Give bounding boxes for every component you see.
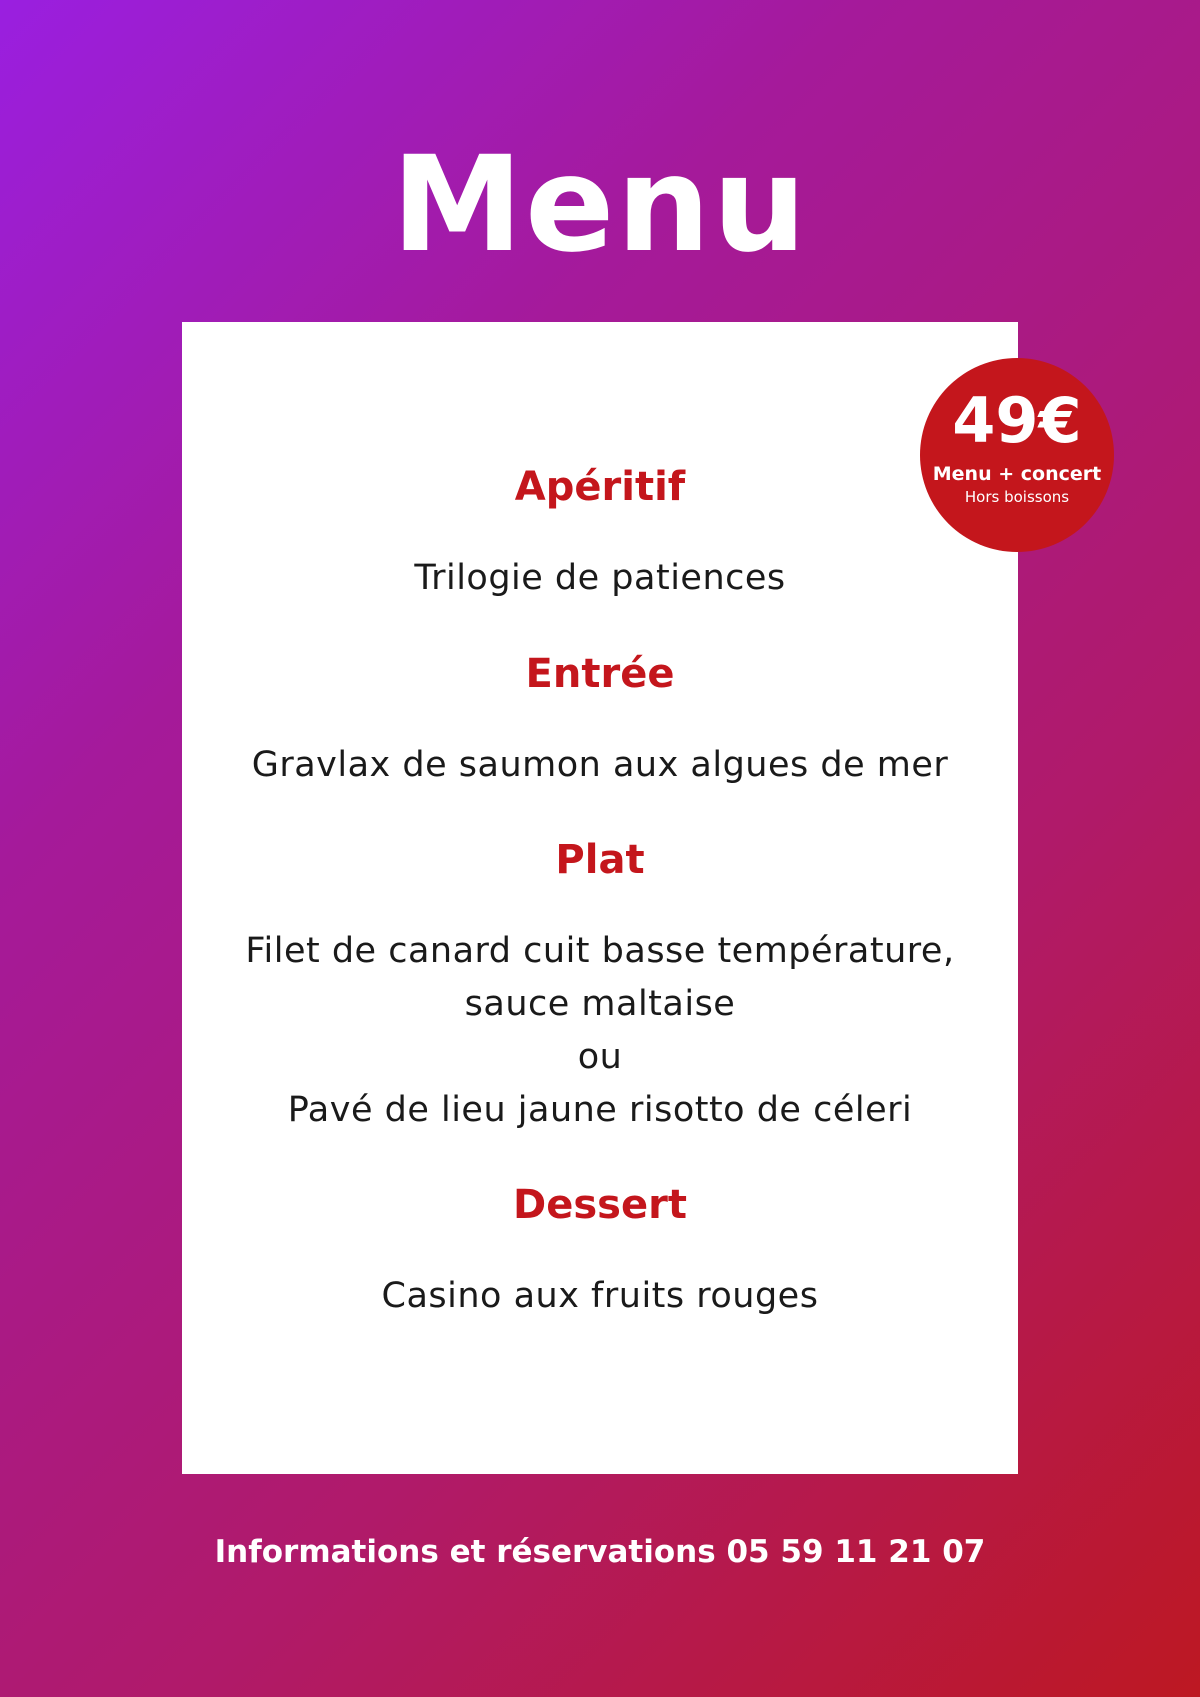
section-dessert [182,1180,1018,1323]
section-entree [182,649,1018,792]
menu-title: Menu [391,128,809,282]
dish-line: sauce maltaise [464,984,736,1024]
dish-line: Filet de canard cuit basse température, [245,931,955,971]
section-heading: Dessert [513,1182,687,1228]
dish-line: Trilogie de patiences [414,558,786,598]
dish-line: Pavé de lieu jaune risotto de céleri [287,1090,913,1130]
section-aperitif [182,462,1018,605]
dish-line: Gravlax de saumon aux algues de mer [251,745,949,785]
menu-card [182,322,1018,1474]
price-badge [920,358,1114,552]
badge-price: 49€ [952,384,1082,457]
dish-line: ou [577,1037,623,1077]
badge-label: Menu + concert [932,463,1102,485]
footer-contact: Informations et réservations 05 59 11 21 07 [214,1534,986,1570]
dish-line: Casino aux fruits rouges [381,1276,819,1316]
section-heading: Entrée [525,651,675,697]
section-heading: Plat [555,837,645,883]
badge-note: Hors boissons [964,488,1070,506]
section-plat [182,835,1018,1137]
section-heading: Apéritif [514,464,686,510]
